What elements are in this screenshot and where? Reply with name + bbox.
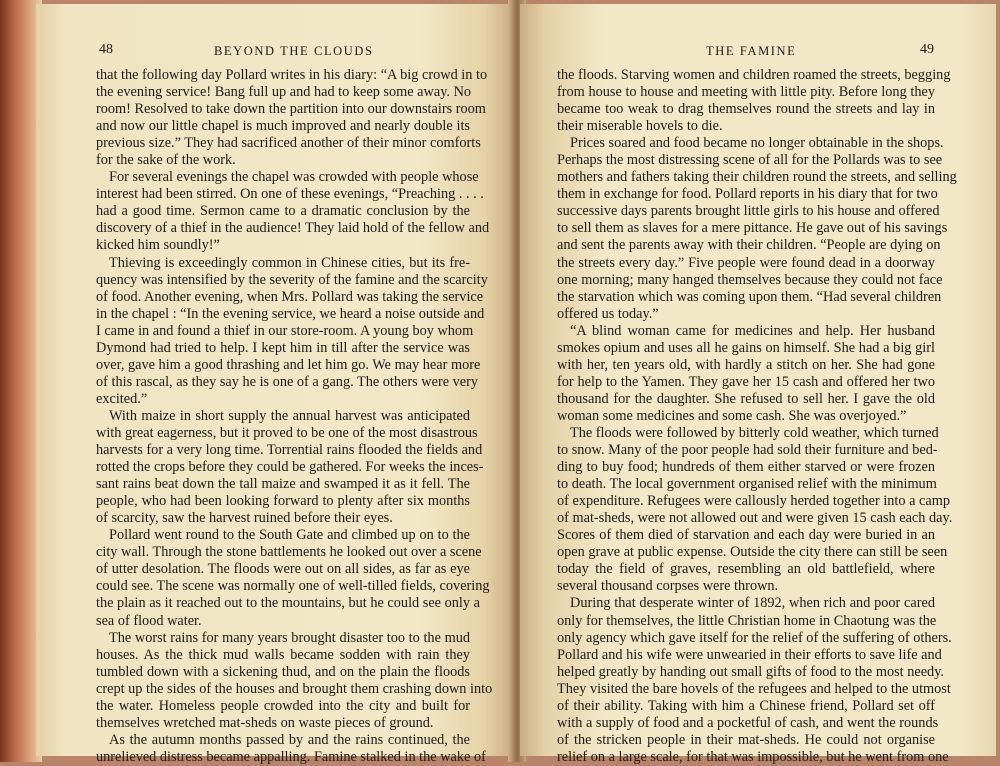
text-line: excited.”: [96, 390, 148, 407]
text-line: The worst rains for many years brought disaster too to the mud: [109, 629, 470, 646]
text-line: quency was intensified by the severity of the famine and the scarcity: [96, 271, 488, 288]
text-line: Pollard went round to the South Gate and climbed up on to the: [109, 527, 470, 544]
text-line: city wall. Through the stone battlements he looked out over a scene: [96, 544, 482, 561]
text-line: them in exchange for food. Pollard reports in his diary that for two: [557, 186, 938, 203]
text-line: Prices soared and food became no longer obtainable in the shops.: [570, 135, 944, 152]
text-line: that the following day Pollard writes in his diary: “A big crowd in to: [96, 67, 488, 83]
text-line: to sell them as slaves for a mere pittance. He gave out of his savings: [557, 220, 948, 237]
text-line: became too weak to drag themselves round the streets and lay in: [557, 101, 935, 118]
text-line: for the sake of the work.: [96, 152, 236, 169]
right-page: [520, 4, 996, 765]
text-line: room! Resolved to take down the partition into our downstairs room: [96, 101, 486, 118]
text-line: of mat-sheds, were not allowed out and were given 15 cash each day.: [557, 510, 953, 527]
text-line: thousand for the daughter. She refused to sell her. I gave the old: [557, 390, 935, 407]
text-line: sant rains beat down the tall maize and swamped it as it fell. The: [96, 476, 470, 493]
text-line: I came in and found a thief in our store-room. A young boy whom: [96, 322, 474, 339]
text-line: The floods were followed by bitterly cold weather, which turned: [570, 424, 939, 441]
text-line: themselves wretched mat-sheds on waste pieces of ground.: [96, 714, 434, 731]
text-line: relief on a large scale, for that was impossible, but he went from one: [557, 748, 949, 765]
left-page-number: 48: [99, 42, 113, 57]
text-line: people, who had been looking forward to plenty after six months: [96, 493, 470, 510]
text-line: the water. Homeless people crowded into the city and built for: [96, 697, 470, 714]
text-line: With maize in short supply the annual harvest was anticipated: [109, 407, 470, 424]
text-line: discovery of a thief in the audience! They laid hold of the fellow and: [96, 220, 490, 237]
text-line: the evening service! Bang full up and had to keep some away. No: [96, 84, 472, 101]
right-running-head: THE FAMINE: [706, 44, 797, 58]
left-page: [36, 4, 514, 765]
text-line: interest had been stirred. On one of these evenings, “Preaching . . . .: [96, 186, 484, 203]
text-line: the starvation which was coming upon them. “Had several children: [557, 288, 942, 305]
text-line: of utter desolation. The floods were out on all sides, as far as eye: [96, 561, 470, 578]
text-line: “A blind woman came for medicines and help. Her husband: [570, 322, 935, 339]
text-line: of this rascal, as they say he is one of a gang. The others were very: [96, 373, 479, 390]
text-line: of the stricken people in their mat-sheds. He could not organise: [557, 731, 935, 748]
text-line: kicked him soundly!”: [96, 237, 220, 254]
right-page-number: 49: [920, 42, 934, 57]
text-line: with great eagerness, but it proved to be one of the most disastrous: [96, 424, 478, 441]
text-line: of their ability. Taking with him a Chinese friend, Pollard set off: [557, 697, 935, 714]
text-line: with her, ten years old, with hardly a stitch on her. She had gone: [557, 356, 935, 373]
text-line: During that desperate winter of 1892, when rich and poor cared: [570, 595, 935, 612]
text-line: Thieving is exceedingly common in Chinese cities, but its fre-: [109, 254, 470, 271]
text-line: woman some medicines and some cash. She was overjoyed.”: [557, 407, 907, 424]
text-line: the floods. Starving women and children roamed the streets, begging: [557, 67, 951, 83]
text-line: successive days parents brought little girls to his house and offered: [557, 203, 940, 220]
text-line: smokes opium and uses all he gains on himself. She had a big girl: [557, 339, 935, 356]
text-line: could see. The scene was normally one of well-tilled fields, covering: [96, 578, 490, 595]
right-page-body: [557, 67, 957, 766]
text-line: the streets every day.” Five people were found dead in a doorway: [557, 254, 935, 271]
text-line: with a supply of food and a pocketful of cash, and went the rounds: [557, 714, 939, 731]
text-line: one morning; many hanged themselves because they could not face: [557, 271, 943, 288]
text-line: in the chapel : “In the evening service, we heard a noise outside and: [96, 305, 485, 322]
text-line: Dymond had tried to help. I kept him in till after the service was: [96, 339, 470, 356]
text-line: harvests for a very long time. Torrential rains flooded the fields and: [96, 442, 483, 459]
text-line: rotted the crops before they could be gathered. For weeks the inces-: [96, 459, 484, 476]
text-line: For several evenings the chapel was crowded with people whose: [109, 169, 479, 186]
text-line: had a good time. Sermon came to a dramatic conclusion by the: [96, 203, 470, 220]
text-line: houses. As the thick mud walls became sodden with rain they: [96, 646, 470, 663]
left-running-head: BEYOND THE CLOUDS: [214, 44, 374, 58]
text-line: today the field of graves, resembling an old battlefield, where: [557, 561, 935, 578]
text-line: tumbled down with a sickening thud, and on the plain the floods: [96, 663, 470, 680]
text-line: the plain as it reached out to the mountains, but he could see only a: [96, 595, 480, 612]
text-line: mothers and fathers taking their children round the streets, and selling: [557, 169, 957, 186]
text-line: Perhaps the most distressing scene of all for the Pollards was to see: [557, 152, 943, 169]
text-line: previous size.” They had sacrificed another of their minor comforts: [96, 135, 481, 152]
text-line: open grave at public expense. Outside the city there can still be seen: [557, 544, 948, 561]
text-line: of scarcity, saw the harvest ruined before their eyes.: [96, 510, 393, 527]
text-line: and sent the parents away with their children. “People are dying on: [557, 237, 941, 254]
text-line: sea of flood water.: [96, 612, 202, 629]
text-line: several thousand corpses were thrown.: [557, 578, 779, 595]
text-line: of expenditure. Refugees were callously herded together into a camp: [557, 493, 951, 510]
text-line: of food. Another evening, when Mrs. Pollard was taking the service: [96, 288, 484, 305]
text-line: As the autumn months passed by and the rains continued, the: [109, 731, 470, 748]
text-line: only agency which gave itself for the relief of the suffering of others.: [557, 629, 952, 646]
text-line: ding to buy food; hundreds of them either starved or were frozen: [557, 459, 935, 476]
text-line: their miserable hovels to die.: [557, 118, 723, 135]
text-line: Pollard and his wife were unwearied in their efforts to save life and: [557, 646, 942, 663]
text-line: to death. The local government organised relief with the minimum: [557, 476, 937, 493]
left-page-body: [96, 67, 493, 766]
text-line: to snow. Many of the poor people had sold their furniture and bed-: [557, 442, 938, 459]
text-line: unrelieved distress became appalling. Famine stalked in the wake of: [96, 748, 486, 765]
text-line: from house to house and meeting with little pity. Before long they: [557, 84, 935, 101]
text-line: helped greatly by handing out small gifts of food to the most needy.: [557, 663, 944, 680]
text-line: Scores of them died of starvation and each day were buried in an: [557, 527, 935, 544]
text-line: only for themselves, the little Christian home in Chaotung was the: [557, 612, 937, 629]
text-line: and now our little chapel is much improved and nearly double its: [96, 118, 470, 135]
text-line: for help to the Yamen. They gave her 15 cash and offered her two: [557, 373, 935, 390]
text-line: They visited the bare hovels of the refugees and helped to the utmost: [557, 680, 951, 697]
text-line: over, gave him a good thrashing and let him go. We may hear more: [96, 356, 481, 373]
text-line: offered us today.”: [557, 305, 659, 322]
text-line: crept up the sides of the houses and brought them crashing down into: [96, 680, 493, 697]
